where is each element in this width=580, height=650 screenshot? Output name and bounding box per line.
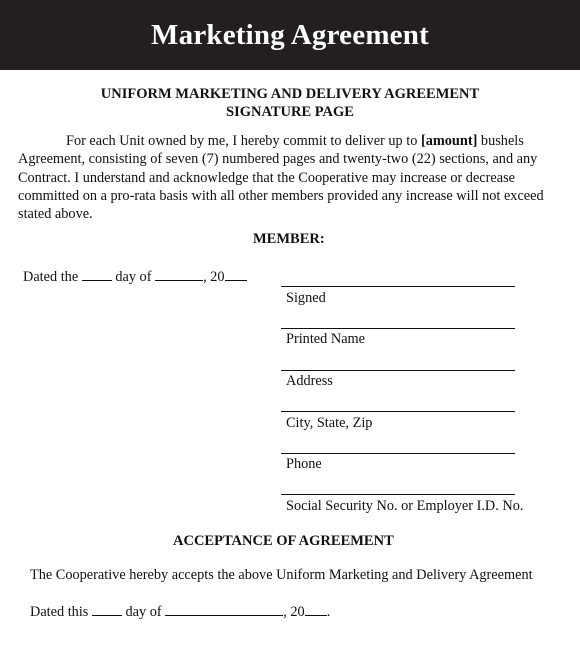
- title-banner: [0, 0, 580, 70]
- day-blank[interactable]: [82, 268, 112, 281]
- ssn-line[interactable]: [281, 494, 515, 495]
- intro-line-3: Contract. I understand and acknowledge that the Cooperative may increase or decrease: [18, 169, 516, 186]
- month-blank[interactable]: [155, 268, 203, 281]
- amount-placeholder: [amount]: [420, 133, 478, 149]
- phone-line[interactable]: [281, 453, 515, 454]
- member-heading: MEMBER:: [253, 231, 325, 247]
- ssn-label: Social Security No. or Employer I.D. No.: [286, 498, 524, 514]
- document-heading-line2: SIGNATURE PAGE: [226, 104, 354, 120]
- intro-line-1: For each Unit owned by me, I hereby commit to deliver up to [amount] bushels: [66, 133, 524, 149]
- city-state-zip-line[interactable]: [281, 411, 515, 412]
- address-line[interactable]: [281, 370, 515, 371]
- address-label: Address: [286, 373, 333, 389]
- year-blank[interactable]: [225, 268, 247, 281]
- intro-line-4: committed on a pro-rata basis with all other members provided any increase will not exceed: [18, 187, 544, 204]
- intro-paragraph: [18, 132, 566, 223]
- signature-line[interactable]: [281, 286, 515, 287]
- acceptance-heading: ACCEPTANCE OF AGREEMENT: [173, 533, 394, 549]
- signed-label: Signed: [286, 290, 326, 306]
- intro-line-2: Agreement, consisting of seven (7) numbered pages and twenty-two (22) sections, and any: [18, 151, 538, 168]
- member-dated-line: Dated the day of , 20: [23, 268, 247, 286]
- acceptance-dated-line: Dated this day of , 20 .: [30, 604, 331, 620]
- acceptance-day-blank[interactable]: [92, 603, 122, 616]
- phone-label: Phone: [286, 456, 322, 472]
- acceptance-month-blank[interactable]: [165, 603, 283, 616]
- printed-name-line[interactable]: [281, 328, 515, 329]
- banner-title: Marketing Agreement: [151, 18, 429, 51]
- document-heading-line1: UNIFORM MARKETING AND DELIVERY AGREEMENT: [100, 86, 480, 102]
- printed-name-label: Printed Name: [286, 331, 366, 347]
- acceptance-year-blank[interactable]: [305, 603, 327, 616]
- intro-line-5: stated above.: [18, 206, 93, 223]
- city-state-zip-label: City, State, Zip: [286, 415, 373, 431]
- acceptance-text: The Cooperative hereby accepts the above Uniform Marketing and Delivery Agreement: [30, 567, 533, 583]
